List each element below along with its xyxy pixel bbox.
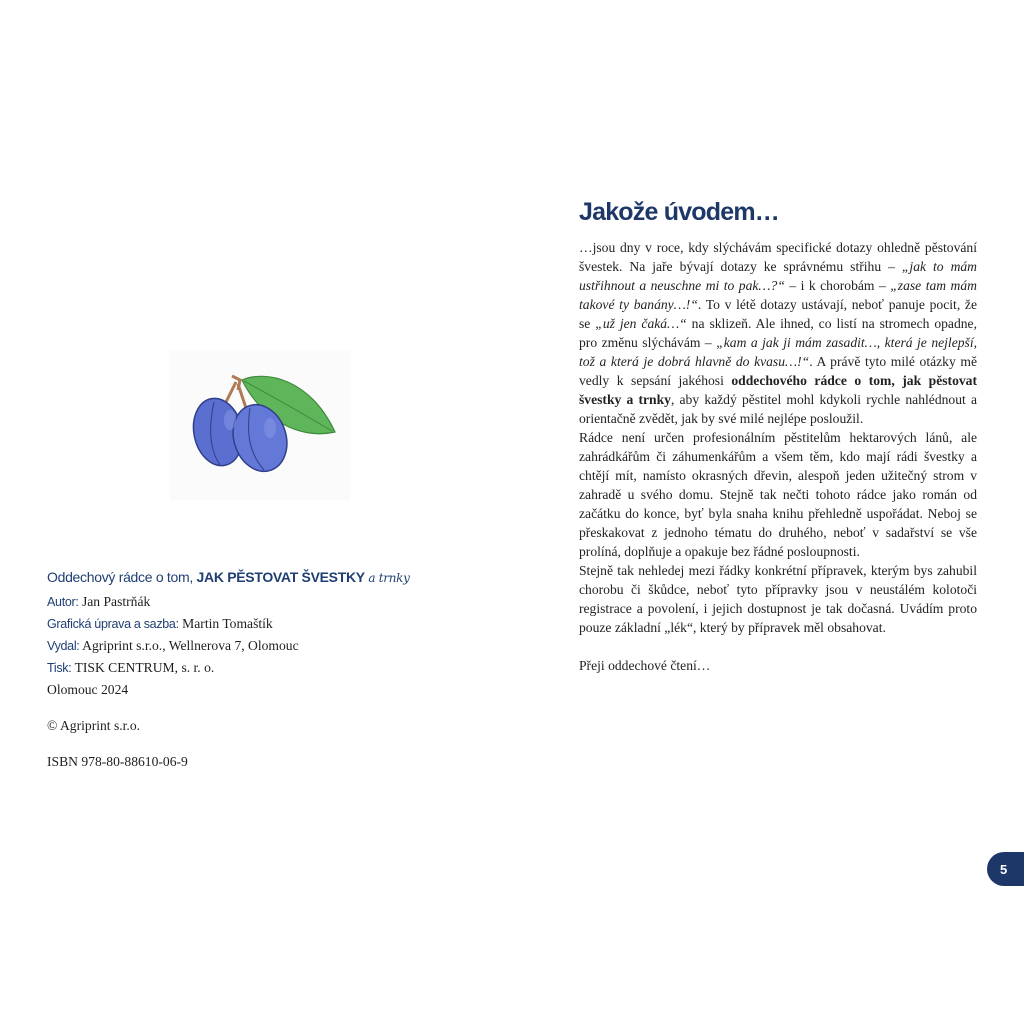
right-page <box>512 0 1024 1024</box>
quote: „kam a jak ji mám zasadit…, která je nejlepší, tož a která je dobrá hlavně do kvasu…!“ <box>579 335 977 369</box>
book-title-script: a trnky <box>368 571 410 585</box>
text-span: . To v létě dotazy ustávají, neboť panuje pocit, že se <box>579 297 977 331</box>
book-title-bold: JAK PĚSTOVAT ŠVESTKY <box>196 569 365 585</box>
author-row <box>47 591 487 613</box>
print-row <box>47 657 487 679</box>
quote: „jak to mám ustřihnout a neuschne mi to pak…?“ <box>579 259 977 293</box>
copyright: © Agriprint s.r.o. <box>47 718 141 733</box>
text-span: …jsou dny v roce, kdy slýchávám specifické dotazy ohledně pěstování švestek. Na jaře bývají dotazy ke správnému střihu – <box>579 240 977 274</box>
text-span: – i k chorobám – <box>784 278 891 293</box>
bold-title: oddechového rádce o tom, jak pěstovat švestky a trnky <box>579 373 977 407</box>
paragraph-1 <box>579 238 977 428</box>
quote: „už jen čaká…“ <box>595 316 687 331</box>
paragraph-3: Stejně tak nehledej mezi řádky konkrétní přípravek, kterým bys zahubil chorobu či škůdce, neboť tyto přípravky jsou v neustálém kolotoči registrace a povolení, i jejich dostupnost je tak dočasná. Uvádím proto pouze základní „lék“, který by přípravek měl obsahovat. <box>579 563 977 635</box>
publisher-label: Vydal: <box>47 639 80 653</box>
publisher-row <box>47 635 487 657</box>
text-span: na sklizeň. Ale ihned, co listí na stromech opadne, pro změnu slýchávám – <box>579 316 977 350</box>
quote: „zase tam mám takové ty banány…!“ <box>579 278 977 312</box>
imprint <box>47 566 487 773</box>
design-label: Grafická úprava a sazba: <box>47 617 179 631</box>
design-value: Martin Tomaštík <box>182 616 273 631</box>
plum-branch-illustration <box>170 350 350 500</box>
closing-line: Přeji oddechové čtení… <box>579 658 711 673</box>
author-label: Autor: <box>47 595 79 609</box>
place-year: Olomouc 2024 <box>47 682 129 697</box>
print-label: Tisk: <box>47 661 72 675</box>
body-text <box>579 238 977 675</box>
print-value: TISK CENTRUM, s. r. o. <box>74 660 215 675</box>
chapter-heading: Jakože úvodem… <box>579 198 779 226</box>
book-title <box>47 566 487 589</box>
design-row <box>47 613 487 635</box>
publisher-value: Agriprint s.r.o., Wellnerova 7, Olomouc <box>82 638 299 653</box>
isbn: ISBN 978-80-88610-06-9 <box>47 754 188 769</box>
author-value: Jan Pastrňák <box>81 594 151 609</box>
page-number: 5 <box>987 852 1024 886</box>
text-span: , aby každý pěstitel mohl kdykoli rychle nahlédnout a orientačně zvědět, jak by své milé nejlépe posloužil. <box>579 392 977 426</box>
paragraph-2: Rádce není určen profesionálním pěstitelům hektarových lánů, ale zahrádkářům či záhumenkářům a všem těm, kdo mají rádi švestky a chtějí mít, namísto okrasných dřevin, alespoň jeden užitečný strom v zahradě u svého domu. Stejně tak nečti tohoto rádce jako román od začátku do konce, byť byla snaha knihu přehledně uspořádat. Neboj se přeskakovat z jednoho tématu do druhého, neboť v sadařství se vše prolíná, doplňuje a opakuje bez řádné posloupnosti. <box>579 430 977 559</box>
book-title-prefix: Oddechový rádce o tom, <box>47 569 193 585</box>
text-span: . A právě tyto milé otázky mě vedly k sepsání jakéhosi <box>579 354 977 388</box>
